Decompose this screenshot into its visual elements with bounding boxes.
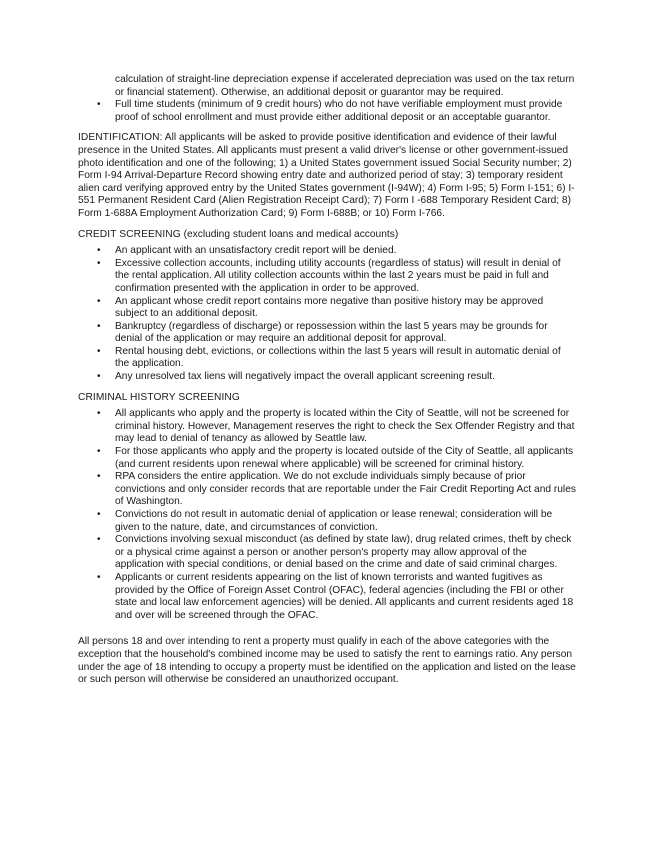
credit-heading-title: CREDIT SCREENING [78,228,181,240]
list-item: • An applicant whose credit report contains more negative than positive history may be approved subject to an additional deposit. [115,296,576,321]
identification-heading: IDENTIFICATION: [78,132,163,144]
credit-screening-heading [78,229,576,242]
top-bullet-list [78,99,576,124]
credit-bullet-list [78,245,576,384]
closing-paragraph: All persons 18 and over intending to rent a property must qualify in each of the above categories with the exception that the household's combined income may be used to satisfy the rent to earnings ratio. Any person under the age of 18 intending to occupy a property must be identified on the application and listed on the lease or such person will otherwise be considered an unauthorized occupant. [78,636,576,686]
list-item: • For those applicants who apply and the property is located outside of the City of Seattle, all applicants (and current residents upon renewal where applicable) will be screened for criminal history. [115,446,576,471]
top-continuation-text: calculation of straight-line depreciation expense if accelerated depreciation was used on the tax return or financial statement). Otherwise, an additional deposit or guarantor may be required. [115,74,575,98]
credit-heading-subtitle: (excluding student loans and medical accounts) [183,228,399,240]
list-item: • RPA considers the entire application. We do not exclude individuals simply because of prior convictions and only consider records that are reportable under the Fair Credit Reporting Act and rules of Washington. [115,471,576,509]
criminal-history-heading [78,392,576,405]
identification-section [78,132,576,220]
list-item: • Applicants or current residents appearing on the list of known terrorists and wanted fugitives as provided by the Office of Foreign Asset Control (OFAC), federal agencies (including the FBI or other state and local law enforcement agencies) will be denied. All applicants and current residents aged 18 and over will be screened through the OFAC. [115,572,576,622]
list-item: • All applicants who apply and the property is located within the City of Seattle, will not be screened for criminal history. However, Management reserves the right to check the Sex Offender Registry and that may lead to denial of tenancy as allowed by Seattle law. [115,408,576,446]
list-item: • Convictions do not result in automatic denial of application or lease renewal; consideration will be given to the nature, date, and circumstances of conviction. [115,509,576,534]
list-item: • An applicant with an unsatisfactory credit report will be denied. [115,245,576,258]
criminal-heading-title: CRIMINAL HISTORY SCREENING [78,391,240,403]
criminal-bullet-list [78,408,576,622]
list-item: • Excessive collection accounts, including utility accounts (regardless of status) will result in denial of the rental application. All utility collection accounts within the last 2 years must be paid in full and confirmation presented with the application in order to be approved. [115,258,576,296]
list-item: • Any unresolved tax liens will negatively impact the overall applicant screening result. [115,371,576,384]
identification-text: All applicants will be asked to provide positive identification and evidence of their lawful presence in the United States. All applicants must present a valid driver's license or other government-issued photo identification and one of the following; 1) a United States government issued Social Security number; 2) Form I-94 Arrival-Departure Record showing entry date and authorized period of stay; 3) temporary resident alien card verifying approved entry by the United States government (I-94W); 4) Form I-95; 5) Form I-151; 6) I-551 Permanent Resident Card (Alien Registration Receipt Card); 7) Form I -688 Temporary Resident Card; 8) Form 1-688A Employment Authorization Card; 9) Form I-688B; or 10) Form I-766. [78,132,575,219]
list-item: • Rental housing debt, evictions, or collections within the last 5 years will result in automatic denial of the application. [115,346,576,371]
list-item: • Convictions involving sexual misconduct (as defined by state law), drug related crimes, theft by check or a physical crime against a person or another person's property may allow approval of the application with special conditions, or denial based on the crime and date of said criminal charges. [115,534,576,572]
list-item: • Bankruptcy (regardless of discharge) or repossession within the last 5 years may be grounds for denial of the application or may require an additional deposit for approval. [115,321,576,346]
list-item: • Full time students (minimum of 9 credit hours) who do not have verifiable employment must provide proof of school enrollment and must provide either additional deposit or an acceptable guarantor. [115,99,576,124]
